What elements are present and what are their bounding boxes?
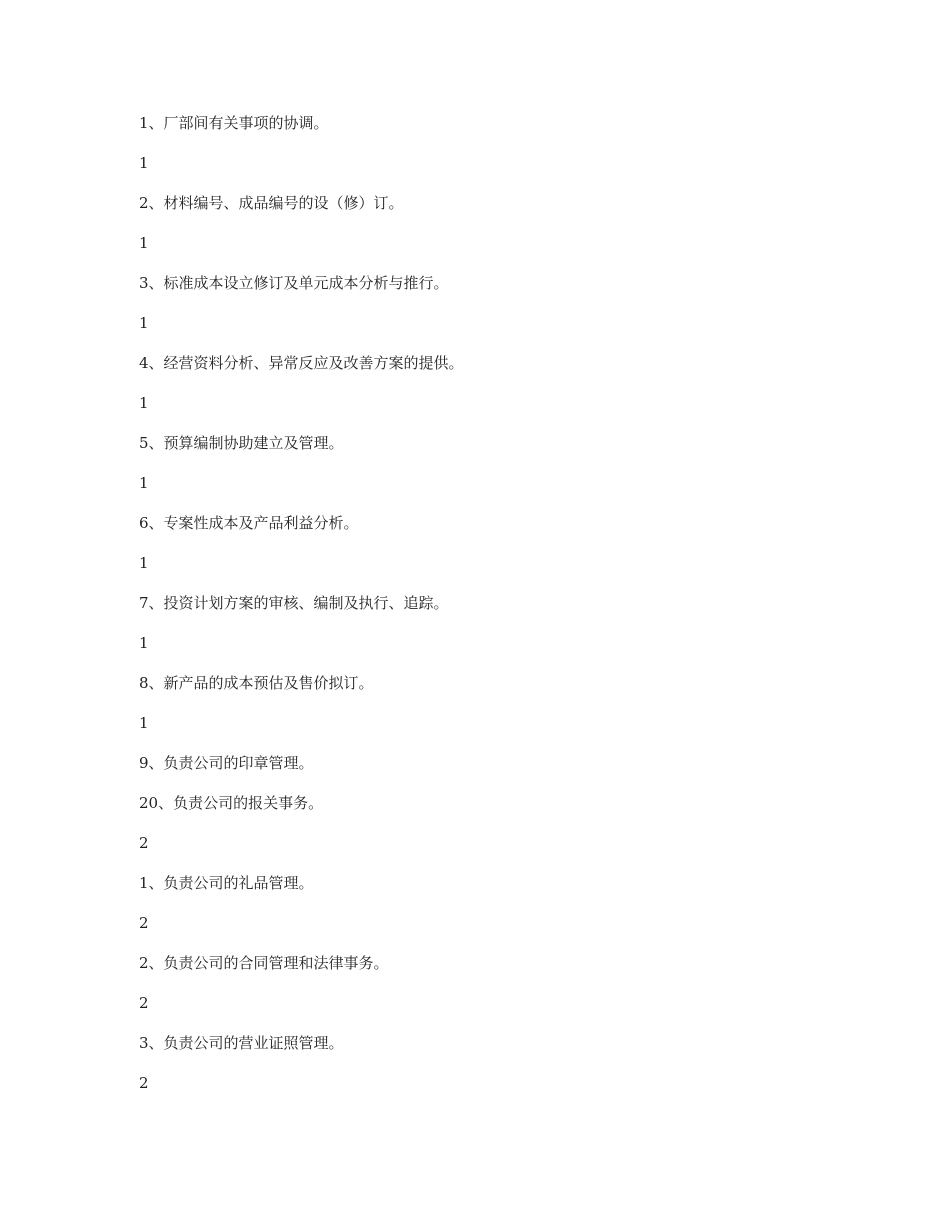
- page-number: 1: [139, 714, 149, 732]
- text-line: 3、负责公司的营业证照管理。: [139, 1034, 344, 1052]
- page-number: 1: [139, 554, 149, 572]
- text-line: 7、投资计划方案的审核、编制及执行、追踪。: [139, 594, 449, 612]
- text-line: 1、厂部间有关事项的协调。: [139, 114, 329, 132]
- text-line: 20、负责公司的报关事务。: [139, 794, 324, 812]
- document-body: [139, 113, 839, 1093]
- page-number: 2: [139, 1074, 149, 1092]
- text-line: 5、预算编制协助建立及管理。: [139, 434, 344, 452]
- page-number: 1: [139, 634, 149, 652]
- text-line: 1、负责公司的礼品管理。: [139, 874, 314, 892]
- page-number: 1: [139, 154, 149, 172]
- page-number: 1: [139, 474, 149, 492]
- page-number: 2: [139, 914, 149, 932]
- page-number: 1: [139, 314, 149, 332]
- text-line: 2、负责公司的合同管理和法律事务。: [139, 954, 389, 972]
- text-line: 9、负责公司的印章管理。: [139, 754, 314, 772]
- page-number: 1: [139, 394, 149, 412]
- text-line: 2、材料编号、成品编号的设（修）订。: [139, 194, 404, 212]
- text-line: 3、标准成本设立修订及单元成本分析与推行。: [139, 274, 449, 292]
- page-number: 1: [139, 234, 149, 252]
- text-line: 4、经营资料分析、异常反应及改善方案的提供。: [139, 354, 464, 372]
- text-line: 6、专案性成本及产品利益分析。: [139, 514, 359, 532]
- text-line: 8、新产品的成本预估及售价拟订。: [139, 674, 374, 692]
- page-number: 2: [139, 834, 149, 852]
- page-number: 2: [139, 994, 149, 1012]
